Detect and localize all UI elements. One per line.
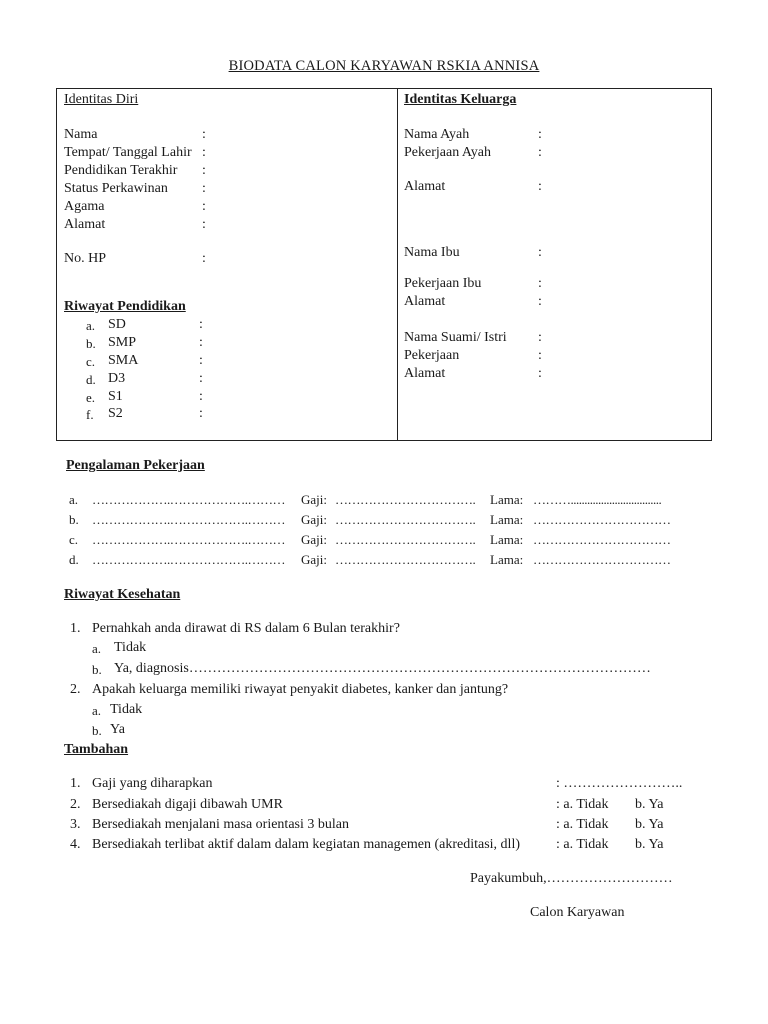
tambahan-heading: Tambahan	[64, 742, 129, 757]
question-number: 3.	[70, 817, 81, 832]
field-colon-pendidikan-terakhir[interactable]: :	[202, 163, 206, 178]
box-column-divider	[397, 88, 398, 440]
list-marker: b.	[86, 336, 96, 351]
list-marker: a.	[92, 641, 102, 656]
option-b-ya[interactable]: b. Ya	[635, 817, 664, 832]
question-masa-orientasi: Bersediakah menjalani masa orientasi 3 bulan	[92, 817, 349, 832]
lama-label: Lama:	[490, 532, 524, 547]
field-colon-pekerjaan-pasangan[interactable]: :	[538, 348, 542, 363]
list-marker: b.	[92, 662, 102, 677]
gaji-label: Gaji:	[301, 492, 327, 507]
list-marker: d.	[86, 372, 96, 387]
field-colon-tempat-tanggal-lahir[interactable]: :	[202, 145, 206, 160]
edu-label-s1: S1	[108, 389, 123, 404]
gaji-field[interactable]: …………………………….	[335, 532, 476, 547]
lama-field[interactable]: ……………………………	[533, 512, 671, 527]
lama-label: Lama:	[490, 492, 524, 507]
lama-label: Lama:	[490, 512, 524, 527]
question-number: 1.	[70, 621, 81, 636]
field-label-pekerjaan-ibu: Pekerjaan Ibu	[404, 276, 482, 291]
list-marker: f.	[86, 407, 94, 422]
identitas-keluarga-heading: Identitas Keluarga	[404, 92, 517, 107]
field-colon-nama[interactable]: :	[202, 127, 206, 142]
field-label-alamat-pasangan: Alamat	[404, 366, 446, 381]
field-colon-alamat-pasangan[interactable]: :	[538, 366, 542, 381]
place-date-field[interactable]: Payakumbuh,………………………	[470, 871, 673, 886]
field-label-alamat: Alamat	[64, 217, 106, 232]
riwayat-kesehatan-heading: Riwayat Kesehatan	[64, 587, 181, 602]
edu-label-s2: S2	[108, 406, 123, 421]
list-marker: c.	[86, 354, 96, 369]
option-tidak[interactable]: Tidak	[114, 640, 147, 655]
list-marker: c.	[69, 532, 79, 547]
biodata-box	[56, 88, 712, 441]
question-gaji-diharapkan: Gaji yang diharapkan	[92, 776, 213, 791]
field-label-alamat-ayah: Alamat	[404, 179, 446, 194]
question-number: 2.	[70, 682, 81, 697]
job-field[interactable]: ……………….……………….………	[92, 512, 285, 527]
gaji-label: Gaji:	[301, 512, 327, 527]
field-label-status-perkawinan: Status Perkawinan	[64, 181, 168, 196]
field-colon-pekerjaan-ibu[interactable]: :	[538, 276, 542, 291]
list-marker: a.	[92, 703, 102, 718]
list-marker: d.	[69, 552, 79, 567]
question-rawat-rs: Pernahkah anda dirawat di RS dalam 6 Bulan terakhir?	[92, 621, 400, 636]
edu-label-d3: D3	[108, 371, 126, 386]
field-colon-nama-ayah[interactable]: :	[538, 127, 542, 142]
field-label-pendidikan-terakhir: Pendidikan Terakhir	[64, 163, 178, 178]
field-label-pekerjaan-ayah: Pekerjaan Ayah	[404, 145, 491, 160]
job-field[interactable]: ……………….……………….………	[92, 552, 285, 567]
option-ya-diagnosis[interactable]: Ya, diagnosis………………………………………………………………………………………	[114, 661, 651, 676]
lama-field[interactable]: ……………………………	[533, 532, 671, 547]
field-colon-status-perkawinan[interactable]: :	[202, 181, 206, 196]
gaji-label: Gaji:	[301, 532, 327, 547]
field-colon-pekerjaan-ayah[interactable]: :	[538, 145, 542, 160]
document-title: BIODATA CALON KARYAWAN RSKIA ANNISA	[228, 58, 540, 74]
edu-label-sma: SMA	[108, 353, 139, 368]
field-label-agama: Agama	[64, 199, 105, 214]
list-marker: a.	[86, 318, 96, 333]
field-colon-nama-ibu[interactable]: :	[538, 245, 542, 260]
question-number: 4.	[70, 837, 81, 852]
gaji-label: Gaji:	[301, 552, 327, 567]
lama-field[interactable]: ……….................................	[533, 492, 662, 507]
gaji-field[interactable]: …………………………….	[335, 492, 476, 507]
lama-label: Lama:	[490, 552, 524, 567]
edu-colon-s1[interactable]: :	[199, 389, 203, 404]
edu-colon-s2[interactable]: :	[199, 406, 203, 421]
option-b-ya[interactable]: b. Ya	[635, 837, 664, 852]
field-label-no-hp: No. HP	[64, 251, 107, 266]
question-number: 1.	[70, 776, 81, 791]
field-label-nama-ayah: Nama Ayah	[404, 127, 470, 142]
option-a-tidak[interactable]: : a. Tidak	[556, 837, 609, 852]
field-label-tempat-tanggal-lahir: Tempat/ Tanggal Lahir	[64, 145, 192, 160]
option-ya[interactable]: Ya	[110, 722, 125, 737]
list-marker: a.	[69, 492, 79, 507]
field-colon-no-hp[interactable]: :	[202, 251, 206, 266]
list-marker: b.	[92, 723, 102, 738]
field-colon-nama-suami-istri[interactable]: :	[538, 330, 542, 345]
question-number: 2.	[70, 797, 81, 812]
edu-label-sd: SD	[108, 317, 126, 332]
signer-label: Calon Karyawan	[530, 905, 625, 920]
field-colon-agama[interactable]: :	[202, 199, 206, 214]
edu-colon-sd[interactable]: :	[199, 317, 203, 332]
field-colon-alamat[interactable]: :	[202, 217, 206, 232]
identitas-diri-heading: Identitas Diri	[64, 92, 139, 107]
option-tidak[interactable]: Tidak	[110, 702, 143, 717]
list-marker: e.	[86, 390, 96, 405]
list-marker: b.	[69, 512, 79, 527]
job-field[interactable]: ……………….……………….………	[92, 532, 285, 547]
lama-field[interactable]: ……………………………	[533, 552, 671, 567]
edu-colon-d3[interactable]: :	[199, 371, 203, 386]
field-label-pekerjaan-pasangan: Pekerjaan	[404, 348, 460, 363]
edu-colon-sma[interactable]: :	[199, 353, 203, 368]
question-kegiatan-managemen: Bersediakah terlibat aktif dalam dalam kegiatan managemen (akreditasi, dll)	[92, 837, 520, 852]
pengalaman-pekerjaan-heading: Pengalaman Pekerjaan	[66, 458, 205, 473]
option-a-tidak[interactable]: : a. Tidak	[556, 797, 609, 812]
option-a-tidak[interactable]: : a. Tidak	[556, 817, 609, 832]
field-label-alamat-ibu: Alamat	[404, 294, 446, 309]
riwayat-pendidikan-heading: Riwayat Pendidikan	[64, 299, 186, 314]
edu-label-smp: SMP	[108, 335, 137, 350]
question-dibawah-umr: Bersediakah digaji dibawah UMR	[92, 797, 283, 812]
gaji-field[interactable]: …………………………….	[335, 552, 476, 567]
field-label-nama: Nama	[64, 127, 98, 142]
answer-gaji-field[interactable]: : ……………………..	[556, 776, 683, 791]
field-label-nama-suami-istri: Nama Suami/ Istri	[404, 330, 507, 345]
field-label-nama-ibu: Nama Ibu	[404, 245, 460, 260]
job-field[interactable]: ……………….……………….………	[92, 492, 285, 507]
edu-colon-smp[interactable]: :	[199, 335, 203, 350]
field-colon-alamat-ayah[interactable]: :	[538, 179, 542, 194]
option-b-ya[interactable]: b. Ya	[635, 797, 664, 812]
field-colon-alamat-ibu[interactable]: :	[538, 294, 542, 309]
question-riwayat-keluarga: Apakah keluarga memiliki riwayat penyakit diabetes, kanker dan jantung?	[92, 682, 509, 697]
gaji-field[interactable]: …………………………….	[335, 512, 476, 527]
